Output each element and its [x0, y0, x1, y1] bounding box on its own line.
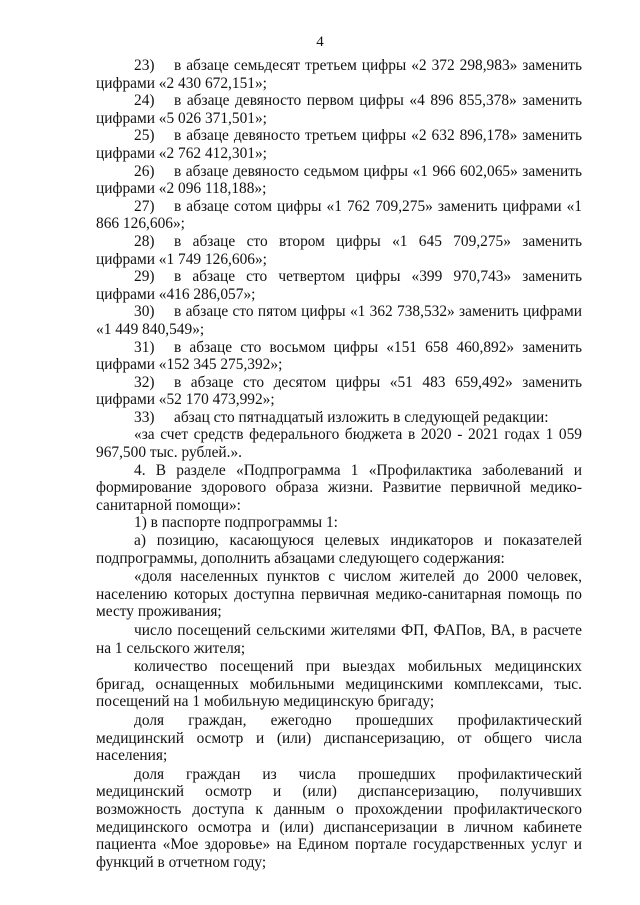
item-text: в абзаце сто десятом цифры «51 483 659,492» заменить цифрами «52 170 473,992»; — [96, 373, 582, 409]
item-text: в абзаце семьдесят третьем цифры «2 372 298,983» заменить цифрами «2 430 672,151»; — [96, 57, 582, 92]
item-text: в абзаце девяносто третьем цифры «2 632 896,178» заменить цифрами «2 762 412,301»; — [96, 127, 582, 162]
item-text: в абзаце сто пятом цифры «1 362 738,532» заменить цифрами «1 449 840,549»; — [96, 303, 582, 338]
item-text: в абзаце девяносто седьмом цифры «1 966 602,065» заменить цифрами «2 096 118,188»; — [96, 162, 582, 198]
list-item — [96, 92, 582, 127]
item-text: в абзаце сто четвертом цифры «399 970,743» заменить цифрами «416 286,057»; — [96, 268, 582, 303]
list-item — [96, 127, 582, 162]
list-item — [96, 198, 582, 233]
list-item — [96, 163, 582, 198]
item-text: абзац сто пятнадцатый изложить в следующей редакции: — [174, 408, 549, 426]
item-number: 30) — [134, 303, 155, 321]
item-number: 24) — [134, 92, 155, 110]
passport-paragraph: 1) в паспорте подпрограммы 1: — [134, 514, 338, 532]
list-item — [96, 57, 582, 92]
document-body — [96, 57, 582, 871]
page-number: 4 — [316, 34, 324, 50]
item-number: 31) — [134, 338, 155, 356]
section-4-heading: 4. В разделе «Подпрограмма 1 «Профилактика заболеваний и формирование здорового образа жизни. Развитие первичной медико-санитарной помощи»: — [96, 461, 582, 514]
list-item — [96, 303, 582, 338]
item-text: в абзаце девяносто первом цифры «4 896 855,378» заменить цифрами «5 026 371,501»; — [96, 92, 582, 127]
list-item — [96, 409, 582, 427]
item-number: 23) — [134, 57, 155, 74]
item-number: 29) — [134, 268, 155, 286]
list-item — [96, 374, 582, 409]
item-text: в абзаце сотом цифры «1 762 709,275» заменить цифрами «1 866 126,606»; — [96, 197, 582, 233]
list-item — [96, 233, 582, 268]
annual-checkup-paragraph: доля граждан, ежегодно прошедших профилактический медицинский осмотр и (или) диспансеризацию, от общего числа населения; — [96, 711, 582, 765]
item-number: 25) — [134, 127, 155, 145]
item-text: в абзаце сто втором цифры «1 645 709,275» заменить цифрами «1 749 126,606»; — [96, 232, 582, 268]
list-item — [96, 339, 582, 374]
item-a-paragraph: а) позицию, касающуюся целевых индикаторов и показателей подпрограммы, дополнить абзацами следующего содержания: — [96, 532, 582, 567]
rural-visits-paragraph: число посещений сельскими жителями ФП, ФАПов, ВА, в расчете на 1 сельского жителя; — [96, 622, 582, 657]
item-text: в абзаце сто восьмом цифры «151 658 460,892» заменить цифрами «152 345 275,392»; — [96, 338, 582, 374]
item-number: 28) — [134, 232, 155, 250]
item-number: 32) — [134, 373, 155, 391]
portal-access-paragraph: доля граждан из числа прошедших профилактический медицинский осмотр и (или) диспансеризацию, получивших возможность доступа к данным о прохождении профилактического медицинского осмотра и (или) диспансеризации в личном кабинете пациента «Мое здоровье» на Едином портале государственных услуг и функций в отчетном году; — [96, 765, 582, 871]
list-item — [96, 268, 582, 303]
item-number: 26) — [134, 162, 155, 180]
mobile-brigades-paragraph: количество посещений при выездах мобильных медицинских бригад, оснащенных мобильными медицинскими комплексами, тыс. посещений на 1 мобильную медицинскую бригаду; — [96, 658, 582, 711]
share-settlements-paragraph: «доля населенных пунктов с числом жителей до 2000 человек, населению которых доступна первичная медико-санитарная помощь по месту проживания; — [96, 568, 582, 621]
item-number: 33) — [134, 408, 155, 426]
item-number: 27) — [134, 197, 155, 215]
quote-budget-paragraph: «за счет средств федерального бюджета в 2020 - 2021 годах 1 059 967,500 тыс. рублей.». — [96, 426, 582, 462]
